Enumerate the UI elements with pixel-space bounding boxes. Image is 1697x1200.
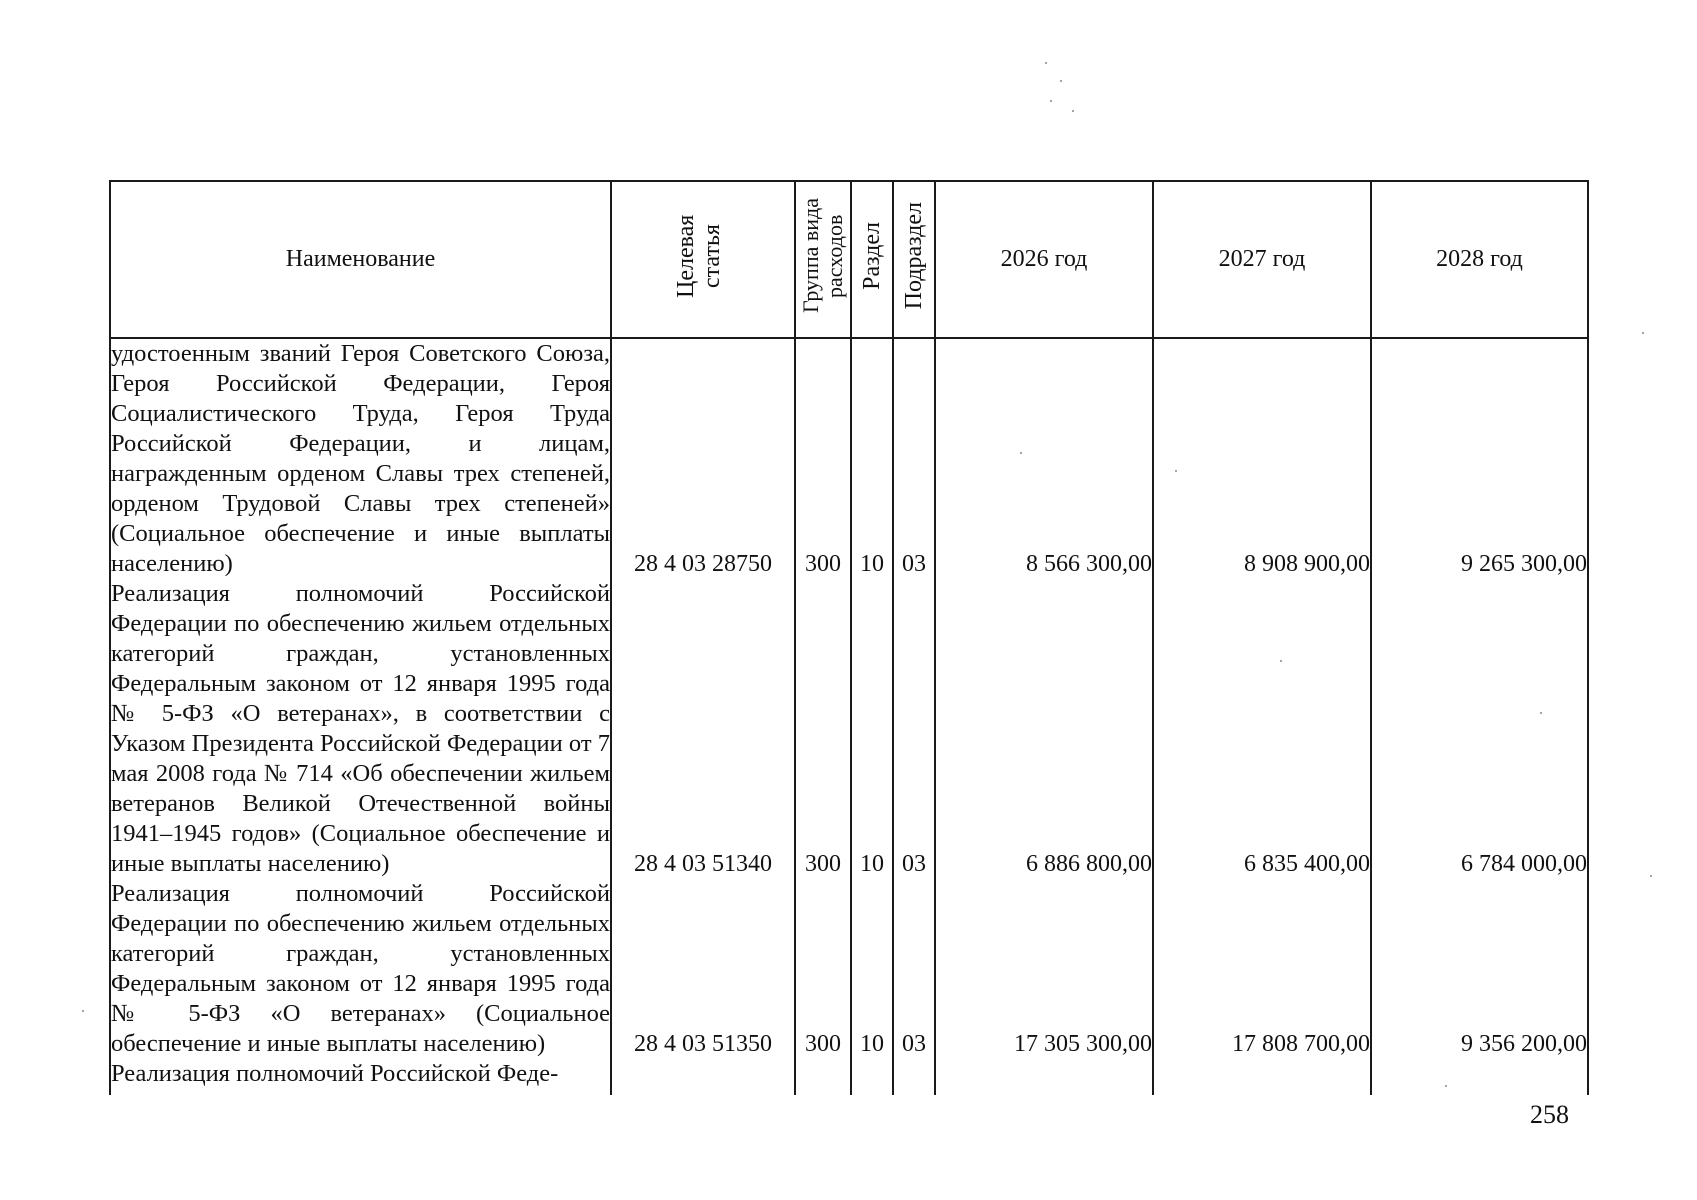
header-2026: 2026 год [935, 181, 1153, 338]
row-2026: 17 305 300,00 [935, 879, 1153, 1059]
row-section [851, 1059, 893, 1095]
row-2028: 9 356 200,00 [1371, 879, 1588, 1059]
header-expense-group: Группа вида расходов [795, 181, 851, 338]
header-2028: 2028 год [1371, 181, 1588, 338]
row-2027 [1153, 1059, 1371, 1095]
row-2026 [935, 1059, 1153, 1095]
row-subsection [893, 1059, 935, 1095]
header-section: Раздел [851, 181, 893, 338]
header-target-article: Целевая статья [611, 181, 795, 338]
row-name: удостоенным званий Героя Советского Союза, Героя Российской Федерации, Героя Социалистического Труда, Героя Труда Российской Федерации, и лицам, награжденным орденом Славы трех степеней, орденом Трудовой Славы трех степеней» (Социальное обеспечение и иные выплаты населению) [111, 340, 610, 577]
row-2028: 6 784 000,00 [1371, 579, 1588, 879]
scan-speck [1045, 62, 1047, 64]
header-subsection: Подраздел [893, 181, 935, 338]
row-subsection: 03 [893, 338, 935, 579]
row-name: Реализация полномочий Российской Федерации по обеспечению жильем отдельных категорий граждан, установленных Федеральным законом от 12 января 1995 года № 5-ФЗ «О ветеранах», в соответствии с Указом Президента Российской Федерации от 7 мая 2008 года № 714 «Об обеспечении жильем ветеранов Великой Отечественной войны 1941–1945 годов» (Социальное обеспечение и иные выплаты населению) [111, 580, 610, 877]
row-expense-group [795, 1059, 851, 1095]
row-expense-group: 300 [795, 879, 851, 1059]
row-section: 10 [851, 579, 893, 879]
row-name: Реализация полномочий Российской Федерации по обеспечению жильем отдельных категорий граждан, установленных Федеральным законом от 12 января 1995 года № 5-ФЗ «О ветеранах» (Социальное обеспечение и иные выплаты населению) [111, 880, 610, 1057]
row-2026: 6 886 800,00 [935, 579, 1153, 879]
table-row [110, 1059, 1588, 1095]
scan-speck [1050, 100, 1052, 102]
scan-speck [1445, 1085, 1447, 1087]
scan-speck [1540, 712, 1542, 714]
scan-speck [1060, 80, 1062, 82]
scan-speck [1020, 452, 1022, 454]
row-2028 [1371, 1059, 1588, 1095]
budget-table [109, 180, 1589, 1095]
scan-speck [1072, 110, 1074, 112]
scan-speck [1175, 470, 1177, 472]
row-subsection: 03 [893, 579, 935, 879]
header-name: Наименование [110, 181, 611, 338]
table-row [110, 338, 1588, 579]
row-2027: 17 808 700,00 [1153, 879, 1371, 1059]
scan-speck [1642, 332, 1644, 334]
scan-speck [1280, 660, 1282, 662]
row-name: Реализация полномочий Российской Феде- [110, 1059, 611, 1095]
row-subsection: 03 [893, 879, 935, 1059]
table-body [110, 338, 1588, 1095]
row-expense-group: 300 [795, 338, 851, 579]
page-number: 258 [1530, 1100, 1569, 1129]
row-section: 10 [851, 879, 893, 1059]
header-2027: 2027 год [1153, 181, 1371, 338]
row-expense-group: 300 [795, 579, 851, 879]
table-header [110, 181, 1588, 338]
scan-speck [1650, 875, 1652, 877]
row-2028: 9 265 300,00 [1371, 338, 1588, 579]
row-2026: 8 566 300,00 [935, 338, 1153, 579]
row-target-article: 28 4 03 51350 [611, 879, 795, 1059]
row-target-article: 28 4 03 51340 [611, 579, 795, 879]
row-section: 10 [851, 338, 893, 579]
row-2027: 8 908 900,00 [1153, 338, 1371, 579]
row-target-article: 28 4 03 28750 [611, 338, 795, 579]
scan-speck [82, 1010, 84, 1012]
row-target-article [611, 1059, 795, 1095]
table-row [110, 879, 1588, 1059]
row-2027: 6 835 400,00 [1153, 579, 1371, 879]
table-row [110, 579, 1588, 879]
